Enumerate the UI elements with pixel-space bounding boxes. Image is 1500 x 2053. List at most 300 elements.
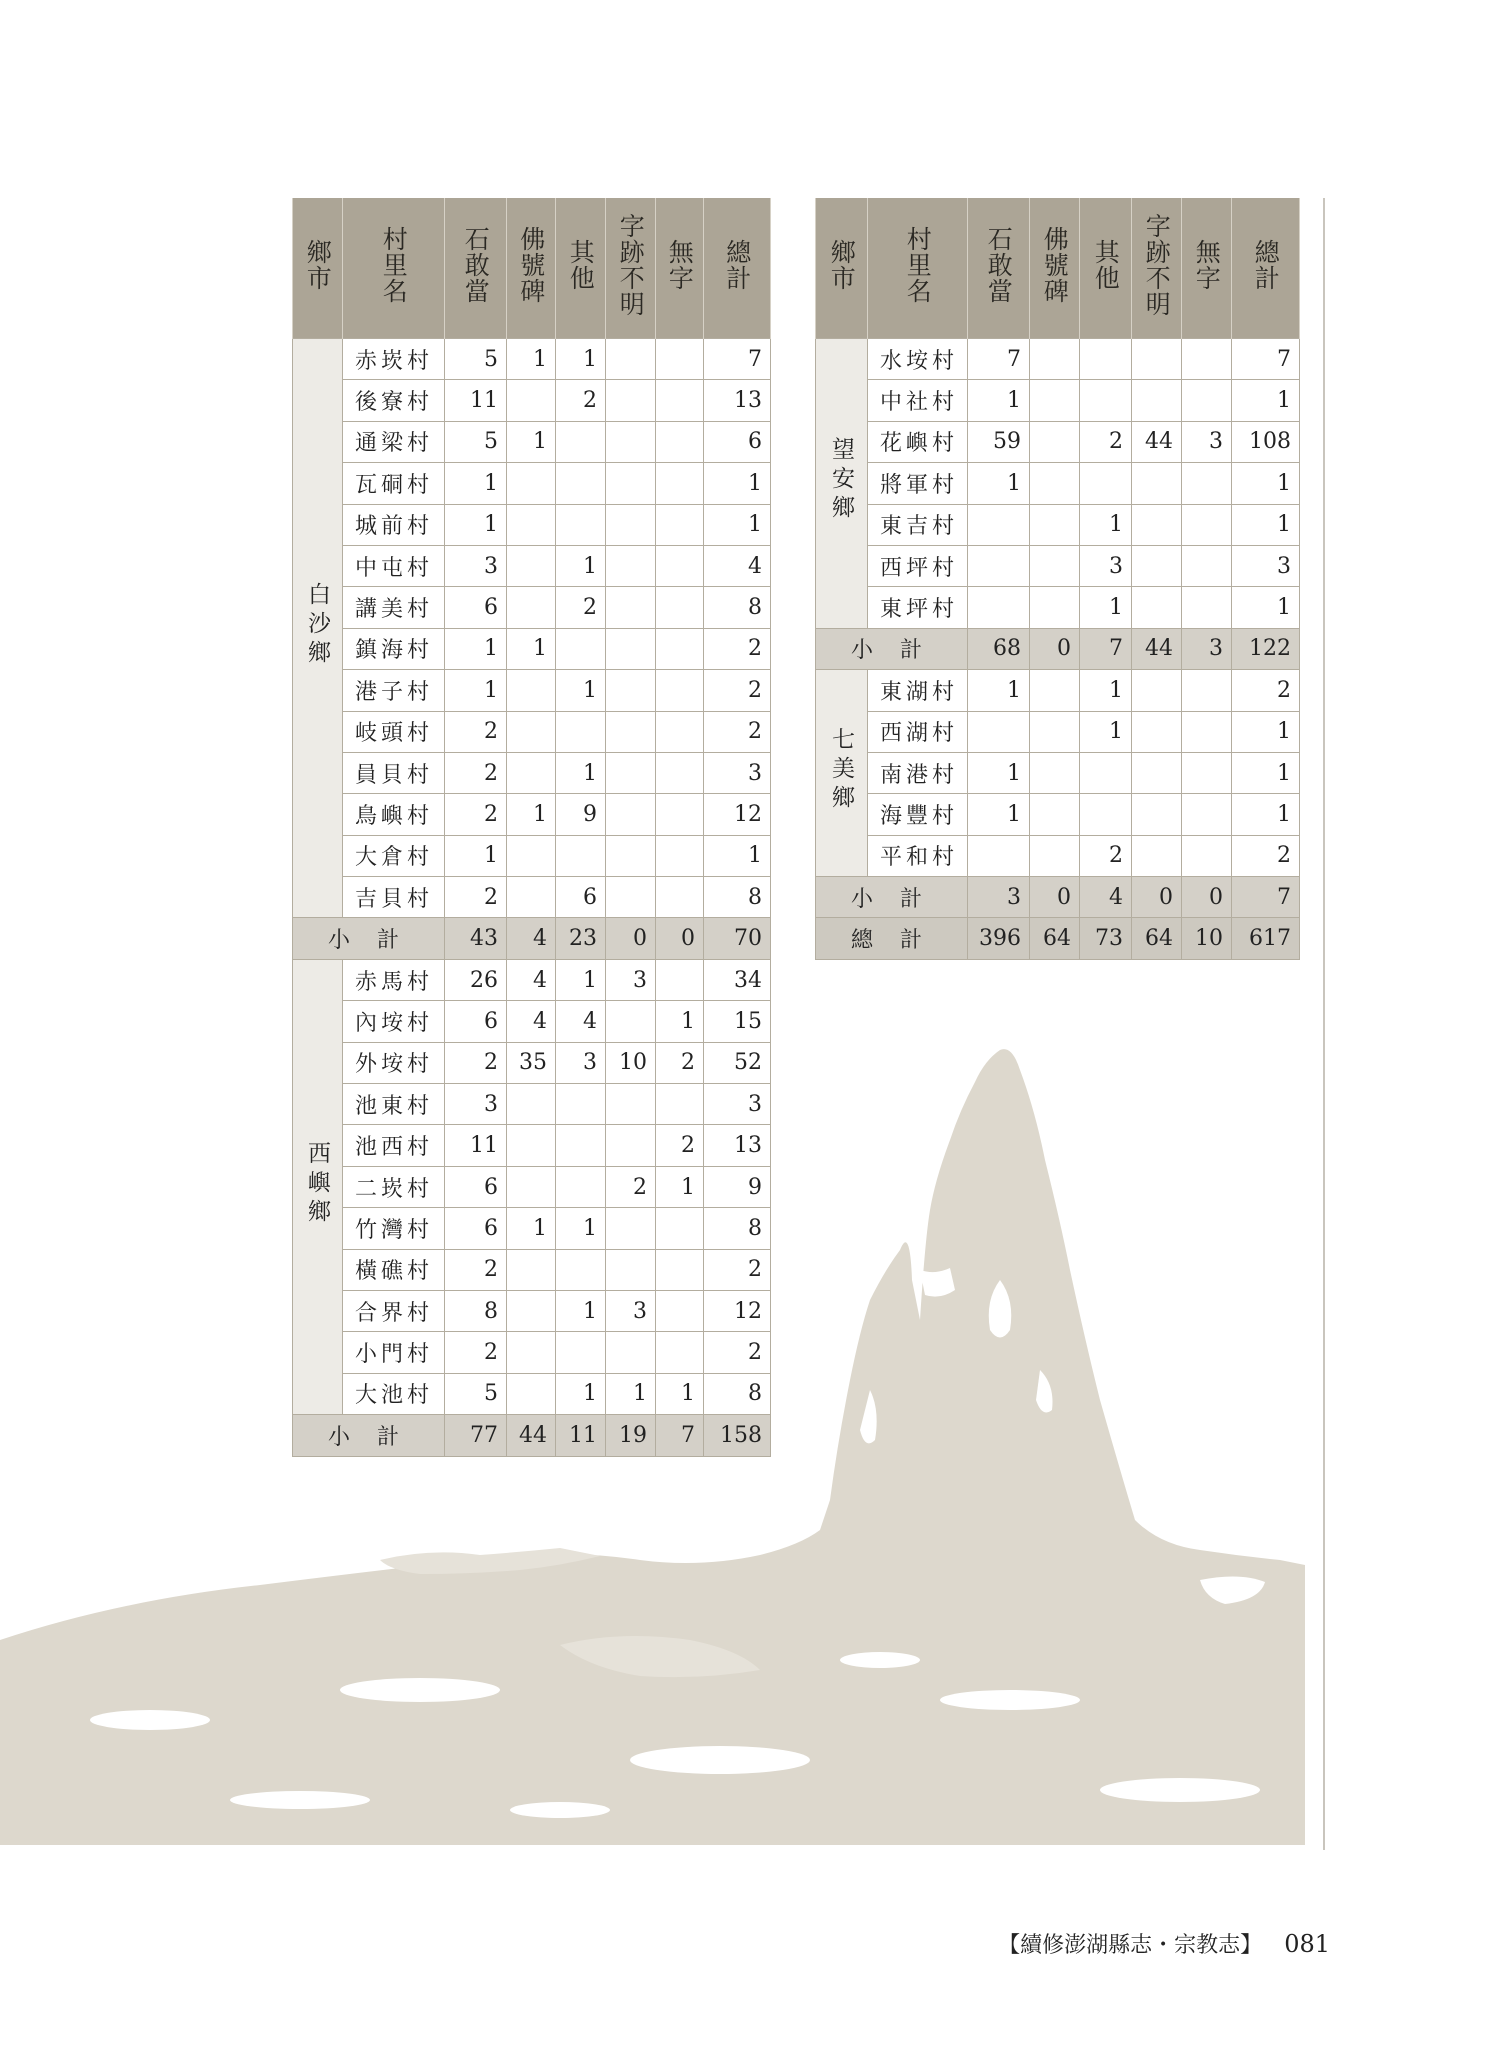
count-cell: 1 (656, 1001, 704, 1042)
count-cell (507, 504, 556, 545)
count-cell: 1 (656, 1166, 704, 1207)
count-cell: 6 (704, 421, 771, 462)
count-cell (1182, 545, 1232, 586)
village-name-cell: 港子村 (343, 670, 445, 711)
count-cell: 2 (1080, 835, 1132, 876)
count-cell: 3 (704, 752, 771, 793)
count-cell: 7 (1232, 339, 1300, 380)
subtotal-row (293, 918, 771, 959)
count-cell: 3 (606, 959, 656, 1000)
count-cell (1030, 587, 1080, 628)
count-cell (656, 628, 704, 669)
count-cell: 1 (656, 1373, 704, 1414)
village-name-cell: 講美村 (343, 587, 445, 628)
subtotal-row (816, 628, 1300, 669)
count-cell: 1 (556, 752, 606, 793)
subtotal-value: 0 (1030, 628, 1080, 669)
count-cell (556, 1084, 606, 1125)
count-cell: 6 (556, 877, 606, 918)
count-cell: 1 (445, 504, 507, 545)
count-cell: 2 (1232, 670, 1300, 711)
table-row (293, 504, 771, 545)
header-cell: 鄉市 (293, 198, 343, 339)
table-row (293, 1125, 771, 1166)
village-name-cell: 西湖村 (868, 711, 968, 752)
count-cell: 44 (1132, 421, 1182, 462)
header-cell: 無字 (1182, 198, 1232, 339)
village-name-cell: 合界村 (343, 1290, 445, 1331)
village-name-cell: 竹灣村 (343, 1208, 445, 1249)
subtotal-value: 77 (445, 1415, 507, 1456)
count-cell: 2 (704, 670, 771, 711)
count-cell: 3 (556, 1042, 606, 1083)
count-cell: 1 (704, 463, 771, 504)
page-number: 081 (1284, 1930, 1330, 1958)
village-name-cell: 大池村 (343, 1373, 445, 1414)
subtotal-value: 19 (606, 1415, 656, 1456)
count-cell (556, 711, 606, 752)
count-cell: 2 (445, 1332, 507, 1373)
count-cell: 8 (704, 877, 771, 918)
village-name-cell: 平和村 (868, 835, 968, 876)
count-cell: 5 (445, 421, 507, 462)
count-cell: 1 (1080, 711, 1132, 752)
count-cell: 8 (704, 587, 771, 628)
count-cell: 1 (1232, 380, 1300, 421)
count-cell: 1 (556, 1208, 606, 1249)
count-cell: 1 (968, 670, 1030, 711)
header-cell: 字跡不明 (606, 198, 656, 339)
count-cell (1030, 711, 1080, 752)
count-cell (1132, 380, 1182, 421)
count-cell: 1 (1232, 752, 1300, 793)
subtotal-value: 44 (507, 1415, 556, 1456)
count-cell (507, 835, 556, 876)
count-cell: 1 (507, 1208, 556, 1249)
village-name-cell: 城前村 (343, 504, 445, 545)
count-cell: 1 (556, 959, 606, 1000)
count-cell: 9 (556, 794, 606, 835)
subtotal-value: 0 (606, 918, 656, 959)
count-cell: 11 (445, 380, 507, 421)
page-footer (998, 1928, 1330, 1959)
village-name-cell: 吉貝村 (343, 877, 445, 918)
count-cell: 2 (556, 380, 606, 421)
count-cell (507, 380, 556, 421)
table-row (293, 711, 771, 752)
count-cell (1080, 339, 1132, 380)
subtotal-label: 小 計 (293, 918, 445, 959)
count-cell: 2 (704, 1332, 771, 1373)
count-cell (1030, 380, 1080, 421)
count-cell: 3 (445, 1084, 507, 1125)
count-cell (507, 1290, 556, 1331)
count-cell: 2 (704, 1249, 771, 1290)
count-cell (968, 587, 1030, 628)
count-cell (606, 504, 656, 545)
count-cell: 4 (507, 1001, 556, 1042)
count-cell: 13 (704, 380, 771, 421)
table-row (293, 1290, 771, 1331)
count-cell: 7 (968, 339, 1030, 380)
count-cell (606, 1084, 656, 1125)
count-cell (1030, 545, 1080, 586)
count-cell: 1 (507, 628, 556, 669)
count-cell: 2 (1080, 421, 1132, 462)
count-cell: 1 (556, 670, 606, 711)
count-cell (1132, 752, 1182, 793)
village-name-cell: 岐頭村 (343, 711, 445, 752)
subtotal-value: 43 (445, 918, 507, 959)
count-cell (1182, 380, 1232, 421)
count-cell: 2 (445, 794, 507, 835)
count-cell (968, 835, 1030, 876)
count-cell: 2 (445, 711, 507, 752)
village-name-cell: 中社村 (868, 380, 968, 421)
count-cell: 2 (704, 711, 771, 752)
count-cell: 3 (704, 1084, 771, 1125)
count-cell: 8 (704, 1208, 771, 1249)
count-cell (606, 835, 656, 876)
count-cell: 7 (704, 339, 771, 380)
count-cell (1182, 711, 1232, 752)
village-name-cell: 赤崁村 (343, 339, 445, 380)
count-cell (507, 670, 556, 711)
grand-total-value: 10 (1182, 918, 1232, 959)
table-row (816, 752, 1300, 793)
count-cell (1132, 794, 1182, 835)
grand-total-value: 396 (968, 918, 1030, 959)
subtotal-value: 11 (556, 1415, 606, 1456)
table-row (293, 1373, 771, 1414)
header-cell: 其他 (1080, 198, 1132, 339)
count-cell: 1 (968, 794, 1030, 835)
count-cell: 1 (507, 421, 556, 462)
header-cell: 石敢當 (968, 198, 1030, 339)
count-cell: 1 (445, 835, 507, 876)
count-cell (556, 628, 606, 669)
count-cell (606, 1125, 656, 1166)
table-row (293, 1084, 771, 1125)
table-row (816, 545, 1300, 586)
village-name-cell: 員貝村 (343, 752, 445, 793)
count-cell (606, 752, 656, 793)
village-name-cell: 南港村 (868, 752, 968, 793)
village-name-cell: 將軍村 (868, 463, 968, 504)
count-cell (656, 421, 704, 462)
count-cell (1030, 670, 1080, 711)
village-name-cell: 海豐村 (868, 794, 968, 835)
header-cell: 石敢當 (445, 198, 507, 339)
count-cell (1030, 835, 1080, 876)
count-cell (1182, 587, 1232, 628)
table-row (293, 628, 771, 669)
left-census-table (292, 198, 771, 1457)
table-row (816, 711, 1300, 752)
count-cell (656, 752, 704, 793)
header-cell: 佛號碑 (1030, 198, 1080, 339)
count-cell: 4 (704, 545, 771, 586)
count-cell: 52 (704, 1042, 771, 1083)
count-cell (1132, 587, 1182, 628)
count-cell (606, 1208, 656, 1249)
count-cell (507, 1332, 556, 1373)
table-row (293, 794, 771, 835)
count-cell (968, 504, 1030, 545)
count-cell: 1 (556, 545, 606, 586)
count-cell (656, 1332, 704, 1373)
table-row (293, 587, 771, 628)
table-row (293, 670, 771, 711)
count-cell: 2 (656, 1125, 704, 1166)
count-cell: 13 (704, 1125, 771, 1166)
count-cell: 1 (968, 752, 1030, 793)
count-cell: 1 (445, 463, 507, 504)
village-name-cell: 小門村 (343, 1332, 445, 1373)
subtotal-row (816, 877, 1300, 918)
table-row (816, 835, 1300, 876)
region-name: 望安鄉 (828, 436, 854, 524)
count-cell (507, 1373, 556, 1414)
table-row (293, 380, 771, 421)
count-cell: 1 (606, 1373, 656, 1414)
count-cell: 34 (704, 959, 771, 1000)
count-cell (1182, 670, 1232, 711)
count-cell (1030, 504, 1080, 545)
count-cell: 2 (1232, 835, 1300, 876)
count-cell (1182, 794, 1232, 835)
table-row (816, 339, 1300, 380)
count-cell: 3 (445, 545, 507, 586)
count-cell (656, 711, 704, 752)
count-cell (968, 545, 1030, 586)
subtotal-value: 4 (1080, 877, 1132, 918)
count-cell (556, 1166, 606, 1207)
table-row (816, 670, 1300, 711)
header-cell: 無字 (656, 198, 704, 339)
table-row (293, 421, 771, 462)
header-cell: 總計 (1232, 198, 1300, 339)
count-cell: 11 (445, 1125, 507, 1166)
subtotal-row (293, 1415, 771, 1456)
region-name: 白沙鄉 (304, 581, 330, 669)
table-row (293, 1249, 771, 1290)
count-cell: 1 (704, 835, 771, 876)
count-cell (1182, 504, 1232, 545)
subtotal-label: 小 計 (816, 628, 968, 669)
village-name-cell: 中屯村 (343, 545, 445, 586)
subtotal-value: 7 (1232, 877, 1300, 918)
count-cell: 3 (606, 1290, 656, 1331)
count-cell (656, 339, 704, 380)
subtotal-value: 4 (507, 918, 556, 959)
header-cell: 村里名 (343, 198, 445, 339)
grand-total-value: 64 (1132, 918, 1182, 959)
count-cell (606, 463, 656, 504)
region-name: 西嶼鄉 (304, 1140, 330, 1228)
table-row (293, 835, 771, 876)
count-cell (656, 1208, 704, 1249)
count-cell: 59 (968, 421, 1030, 462)
count-cell: 10 (606, 1042, 656, 1083)
count-cell (507, 752, 556, 793)
count-cell (656, 835, 704, 876)
count-cell (1030, 463, 1080, 504)
table-row (293, 959, 771, 1000)
header-cell: 其他 (556, 198, 606, 339)
count-cell (1080, 752, 1132, 793)
count-cell: 1 (968, 463, 1030, 504)
subtotal-value: 0 (1182, 877, 1232, 918)
subtotal-value: 3 (968, 877, 1030, 918)
subtotal-value: 158 (704, 1415, 771, 1456)
count-cell: 1 (556, 1290, 606, 1331)
count-cell (507, 1125, 556, 1166)
count-cell (606, 1249, 656, 1290)
region-cell (816, 339, 868, 629)
count-cell (606, 711, 656, 752)
count-cell (656, 380, 704, 421)
count-cell: 6 (445, 1001, 507, 1042)
header-cell: 總計 (704, 198, 771, 339)
count-cell (1132, 504, 1182, 545)
table-row (816, 421, 1300, 462)
count-cell (1030, 339, 1080, 380)
table-row (293, 1001, 771, 1042)
count-cell (1080, 463, 1132, 504)
village-name-cell: 鳥嶼村 (343, 794, 445, 835)
count-cell: 1 (704, 504, 771, 545)
subtotal-value: 122 (1232, 628, 1300, 669)
count-cell (606, 545, 656, 586)
table-row (816, 380, 1300, 421)
village-name-cell: 瓦硐村 (343, 463, 445, 504)
grand-total-value: 64 (1030, 918, 1080, 959)
count-cell (1182, 463, 1232, 504)
count-cell: 1 (1232, 711, 1300, 752)
count-cell: 2 (445, 877, 507, 918)
count-cell: 1 (1232, 587, 1300, 628)
count-cell: 2 (445, 1042, 507, 1083)
table-row (816, 504, 1300, 545)
count-cell: 1 (1232, 794, 1300, 835)
village-name-cell: 大倉村 (343, 835, 445, 876)
village-name-cell: 水垵村 (868, 339, 968, 380)
count-cell (606, 421, 656, 462)
header-cell: 鄉市 (816, 198, 868, 339)
count-cell (1030, 752, 1080, 793)
table-row (293, 877, 771, 918)
count-cell (556, 1249, 606, 1290)
village-name-cell: 外垵村 (343, 1042, 445, 1083)
village-name-cell: 池西村 (343, 1125, 445, 1166)
count-cell (1080, 794, 1132, 835)
subtotal-value: 7 (656, 1415, 704, 1456)
table-header-row (816, 198, 1300, 339)
subtotal-value: 44 (1132, 628, 1182, 669)
count-cell: 1 (445, 670, 507, 711)
count-cell (606, 587, 656, 628)
count-cell: 12 (704, 794, 771, 835)
count-cell: 1 (1232, 463, 1300, 504)
count-cell: 4 (507, 959, 556, 1000)
village-name-cell: 二崁村 (343, 1166, 445, 1207)
subtotal-value: 0 (1132, 877, 1182, 918)
count-cell: 1 (1080, 670, 1132, 711)
book-title: 【續修澎湖縣志・宗教志】 (998, 1933, 1263, 1958)
table-header-row (293, 198, 771, 339)
count-cell: 5 (445, 339, 507, 380)
subtotal-value: 68 (968, 628, 1030, 669)
table-row (816, 794, 1300, 835)
page-divider-line (1323, 198, 1325, 1850)
header-cell: 字跡不明 (1132, 198, 1182, 339)
count-cell (1132, 463, 1182, 504)
region-cell (816, 670, 868, 877)
table-row (293, 1042, 771, 1083)
header-cell: 佛號碑 (507, 198, 556, 339)
count-cell: 6 (445, 1166, 507, 1207)
count-cell (1182, 835, 1232, 876)
count-cell (556, 835, 606, 876)
count-cell: 8 (704, 1373, 771, 1414)
count-cell: 8 (445, 1290, 507, 1331)
count-cell: 5 (445, 1373, 507, 1414)
count-cell: 6 (445, 587, 507, 628)
count-cell (1080, 380, 1132, 421)
count-cell: 9 (704, 1166, 771, 1207)
count-cell: 1 (507, 339, 556, 380)
count-cell (556, 1332, 606, 1373)
count-cell (556, 1125, 606, 1166)
count-cell: 1 (1080, 504, 1132, 545)
count-cell (656, 1290, 704, 1331)
count-cell (656, 545, 704, 586)
count-cell: 108 (1232, 421, 1300, 462)
count-cell: 2 (606, 1166, 656, 1207)
village-name-cell: 內垵村 (343, 1001, 445, 1042)
count-cell (606, 628, 656, 669)
grand-total-row (816, 918, 1300, 959)
count-cell (656, 1084, 704, 1125)
count-cell (1030, 421, 1080, 462)
count-cell (606, 380, 656, 421)
village-name-cell: 通梁村 (343, 421, 445, 462)
count-cell (606, 670, 656, 711)
count-cell (968, 711, 1030, 752)
village-name-cell: 東坪村 (868, 587, 968, 628)
table-row (816, 463, 1300, 504)
count-cell (556, 421, 606, 462)
region-name: 七美鄉 (828, 726, 854, 814)
count-cell (556, 504, 606, 545)
count-cell (656, 670, 704, 711)
village-name-cell: 東湖村 (868, 670, 968, 711)
region-cell (293, 959, 343, 1414)
count-cell (507, 1084, 556, 1125)
village-name-cell: 西坪村 (868, 545, 968, 586)
count-cell: 35 (507, 1042, 556, 1083)
count-cell (507, 463, 556, 504)
count-cell: 1 (507, 794, 556, 835)
grand-total-value: 617 (1232, 918, 1300, 959)
count-cell (656, 463, 704, 504)
count-cell (606, 1332, 656, 1373)
table-body (293, 339, 771, 1457)
count-cell (1132, 545, 1182, 586)
table-row (293, 1208, 771, 1249)
count-cell (1132, 670, 1182, 711)
